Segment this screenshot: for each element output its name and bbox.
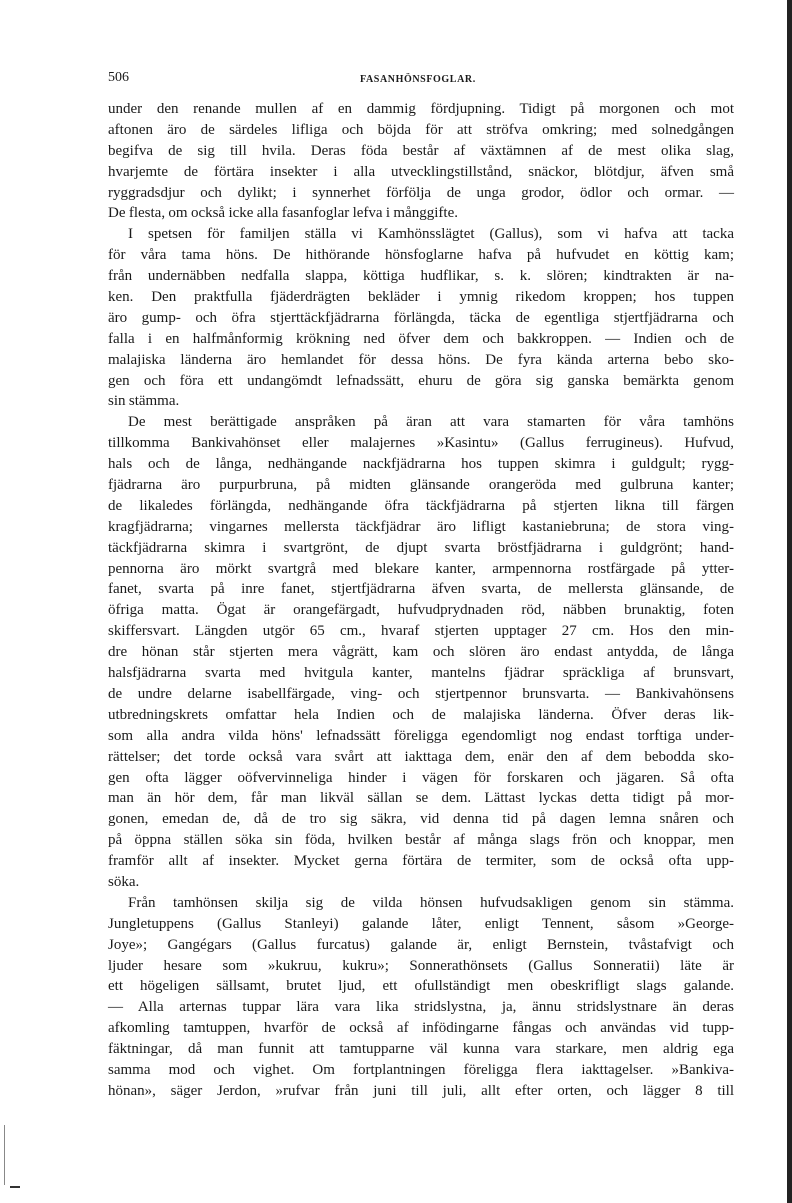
text-line: fanet, svarta på inre fanet, stjertfjädrarna äfven svarta, de mellersta glänsande, de (108, 581, 734, 598)
text-line: framför allt af insekter. Mycket gerna förtära de termiter, som de också ofta upp- (108, 853, 734, 870)
body-text (108, 99, 734, 1102)
text-line: De flesta, om också icke alla fasanfoglar lefva i månggifte. (108, 205, 458, 222)
text-line: utbredningskrets omfattar hela Indien och de malajiska länderna. Öfver deras lik- (108, 706, 734, 723)
text-line: öfriga matta. Ögat är orangefärgadt, hufvudprydnaden röd, näbben brunaktig, foten (108, 602, 734, 619)
text-line: rättelser; det torde också vara svårt att iakttaga dem, enär den af dem bebodda sko- (108, 748, 734, 765)
text-line: gen och föra ett undangömdt lefnadssätt, ehuru de göra sig ganska bemärkta genom (108, 372, 734, 389)
page-number: 506 (108, 70, 129, 85)
text-line: afkomling tamtuppen, hvarför de också af infödingarne fångas och användas vid tupp- (108, 1020, 734, 1037)
text-line: ljuder hesare som »kukruu, kukru»; Sonnerathönsets (Gallus Sonneratii) läte är (108, 957, 734, 974)
margin-mark (4, 1125, 7, 1185)
text-line: aftonen äro de särdeles lifliga och böjda för att ströfva omkring; med solnedgången (108, 121, 734, 138)
text-line: täckfjädrarna skimra i svartgrönt, de djupt svarta bröstfjädrarna i guldgrönt; hand- (108, 539, 734, 556)
text-line: ryggradsdjur och dylikt; i synnerhet förfölja de unga grodor, ödlor och ormar. — (108, 184, 734, 201)
text-line: — Alla arternas tuppar lära vara lika stridslystna, ja, ännu stridslystnare än deras (108, 999, 734, 1016)
text-line: De mest berättigade anspråken på äran att vara stamarten för våra tamhöns (128, 414, 734, 431)
text-line: äro gump- och öfra stjerttäckfjädrarna förlängda, täcka de egentliga stjertfjädrarna och (108, 309, 734, 326)
text-line: som alla andra vilda höns' lefnadssätt föreligga egendomligt nog endast torftiga under- (108, 727, 734, 744)
text-line: hönan», säger Jerdon, »rufvar från juni till juli, allt efter orten, och lägger 8 till (108, 1082, 734, 1099)
text-line: sin stämma. (108, 393, 180, 410)
text-line: begifva de sig till hvila. Deras föda består af växtämnen af de mest olika slag, (108, 142, 734, 159)
text-line: de likaledes förlängda, nedhängande öfra täckfjädrarna på stjerten likna till färgen (108, 497, 734, 514)
text-line: hvarjemte de förtära insekter i alla utvecklingstillstånd, snäckor, blötdjur, äfven små (108, 163, 734, 180)
text-line: man än hör dem, får man likväl sällan se dem. Lättast lyckas detta tidigt på mor- (108, 790, 734, 807)
text-line: Jungletuppens (Gallus Stanleyi) galande låter, enligt Tennent, såsom »George- (108, 915, 734, 932)
text-line: hals och de långa, nedhängande nackfjädrarna hos tuppen skimra i guldgult; rygg- (108, 456, 734, 473)
text-line: från undernäbben nedfalla slappa, köttiga hudflikar, s. k. slören; kindtrakten är na- (108, 268, 734, 285)
text-line: Joye»; Gangégars (Gallus furcatus) galande är, enligt Bernstein, tvåstafvigt och (108, 936, 734, 953)
text-line: Från tamhönsen skilja sig de vilda hönsen hufvudsakligen genom sin stämma. (128, 894, 734, 911)
text-line: halsfjädrarna svarta med hvitgula kanter, mantelns fjädrar spräckliga af brunsvart, (108, 665, 734, 682)
text-line: under den renande mullen af en dammig fördjupning. Tidigt på morgonen och mot (108, 101, 734, 117)
text-line: fjädrarna äro purpurbruna, på midten glänsande orangeröda med gulbruna kanter; (108, 477, 734, 494)
text-line: ken. Den praktfulla fjäderdrägten bekläder i ymnig rikedom kroppen; hos tuppen (108, 289, 734, 306)
text-line: söka. (108, 873, 140, 890)
text-line: samma mod och vighet. Om fortplantningen föreligga flera iakttagelser. »Bankiva- (108, 1061, 734, 1078)
text-line: de undre delarne isabellfärgade, ving- och stjertpennor brunsvarta. — Bankivahönsens (108, 685, 734, 702)
text-line: skiffersvart. Längden utgör 65 cm., hvaraf stjerten upptager 27 cm. Hos den min- (108, 623, 734, 640)
text-line: för våra tama höns. De hithörande hönsfoglarne hafva på hufvudet en köttig kam; (108, 247, 734, 264)
running-title: FASANHÖNSFOGLAR. (360, 74, 476, 85)
text-line: pennorna äro mörkt svartgrå med blekare kanter, armpennorna rostfärgade på ytter- (108, 560, 734, 577)
text-line: tillkomma Bankivahönset eller malajernes »Kasintu» (Gallus ferrugineus). Hufvud, (108, 435, 734, 452)
text-line: fäktningar, då man funnit att tamtupparne väl kunna vara starkare, men aldrig ega (108, 1041, 734, 1058)
page-header (108, 70, 734, 94)
scan-tick (10, 1186, 20, 1188)
text-line: I spetsen för familjen ställa vi Kamhönsslägtet (Gallus), som vi hafva att tacka (128, 226, 734, 243)
text-line: malajiska länderna äro hemlandet för dessa höns. De fyra kända arterna bebo sko- (108, 351, 734, 368)
text-line: dre hönan står stjerten mera vågrätt, kam och slören äro endast antydda, de långa (108, 644, 734, 661)
page-edge (787, 0, 792, 1203)
text-line: på öppna ställen söka sin föda, hvilken består af många slags frön och knoppar, men (108, 832, 734, 849)
text-line: gen ofta lägger oöfvervinneliga hinder i vägen för forskaren och jägaren. Så ofta (108, 769, 734, 786)
text-line: gonen, emedan de, då de tro sig säkra, vid denna tid på dagen lemna snåren och (108, 811, 734, 828)
text-line: ett högeligen sällsamt, brutet ljud, ett ofullständigt men obeskrifligt slags galande. (108, 978, 734, 995)
text-line: falla i en halfmånformig krökning ned öfver dem och bakkroppen. — Indien och de (108, 330, 734, 347)
text-line: kragfjädrarna; vingarnes mellersta täckfjädrar äro lifligt kastaniebruna; de stora ving- (108, 518, 734, 535)
